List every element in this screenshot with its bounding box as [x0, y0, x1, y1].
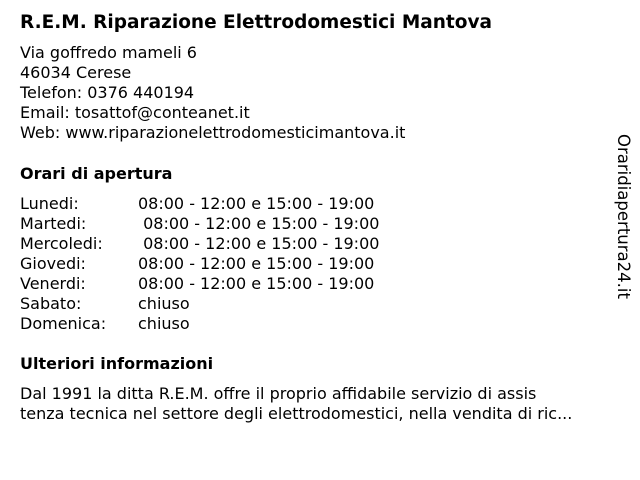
day-label: Martedi: [20, 214, 87, 233]
day-label: Mercoledi: [20, 234, 103, 253]
day-label: Lunedi: [20, 194, 79, 213]
business-description [20, 384, 625, 424]
time-value: chiuso [138, 294, 190, 313]
time-value: 08:00 - 12:00 e 15:00 - 19:00 [138, 274, 375, 293]
opening-hours-heading: Orari di apertura [20, 164, 173, 183]
business-name: R.E.M. Riparazione Elettrodomestici Mantova [20, 12, 492, 33]
time-value: 08:00 - 12:00 e 15:00 - 19:00 [138, 254, 375, 273]
description-line: Dal 1991 la ditta R.E.M. offre il proprio affidabile servizio di assis [20, 384, 537, 403]
website-address: Web: www.riparazionelettrodomesticimantova.it [20, 123, 406, 142]
phone-number: Telefon: 0376 440194 [20, 83, 195, 102]
time-value: chiuso [138, 314, 190, 333]
day-label: Domenica: [20, 314, 107, 333]
day-label: Sabato: [20, 294, 82, 313]
contact-block [20, 43, 405, 143]
address-street: Via goffredo mameli 6 [20, 43, 197, 62]
site-watermark [612, 134, 634, 310]
day-label: Giovedi: [20, 254, 86, 273]
day-label: Venerdi: [20, 274, 86, 293]
time-value: 08:00 - 12:00 e 15:00 - 19:00 [138, 214, 380, 233]
time-value: 08:00 - 12:00 e 15:00 - 19:00 [138, 234, 380, 253]
site-watermark-text: Oraridiapertura24.it [614, 134, 633, 299]
description-line: tenza tecnica nel settore degli elettrodomestici, nella vendita di ric... [20, 404, 573, 423]
address-city: 46034 Cerese [20, 63, 132, 82]
time-value: 08:00 - 12:00 e 15:00 - 19:00 [138, 194, 375, 213]
further-info-heading: Ulteriori informazioni [20, 354, 214, 373]
email-address: Email: tosattof@conteanet.it [20, 103, 250, 122]
